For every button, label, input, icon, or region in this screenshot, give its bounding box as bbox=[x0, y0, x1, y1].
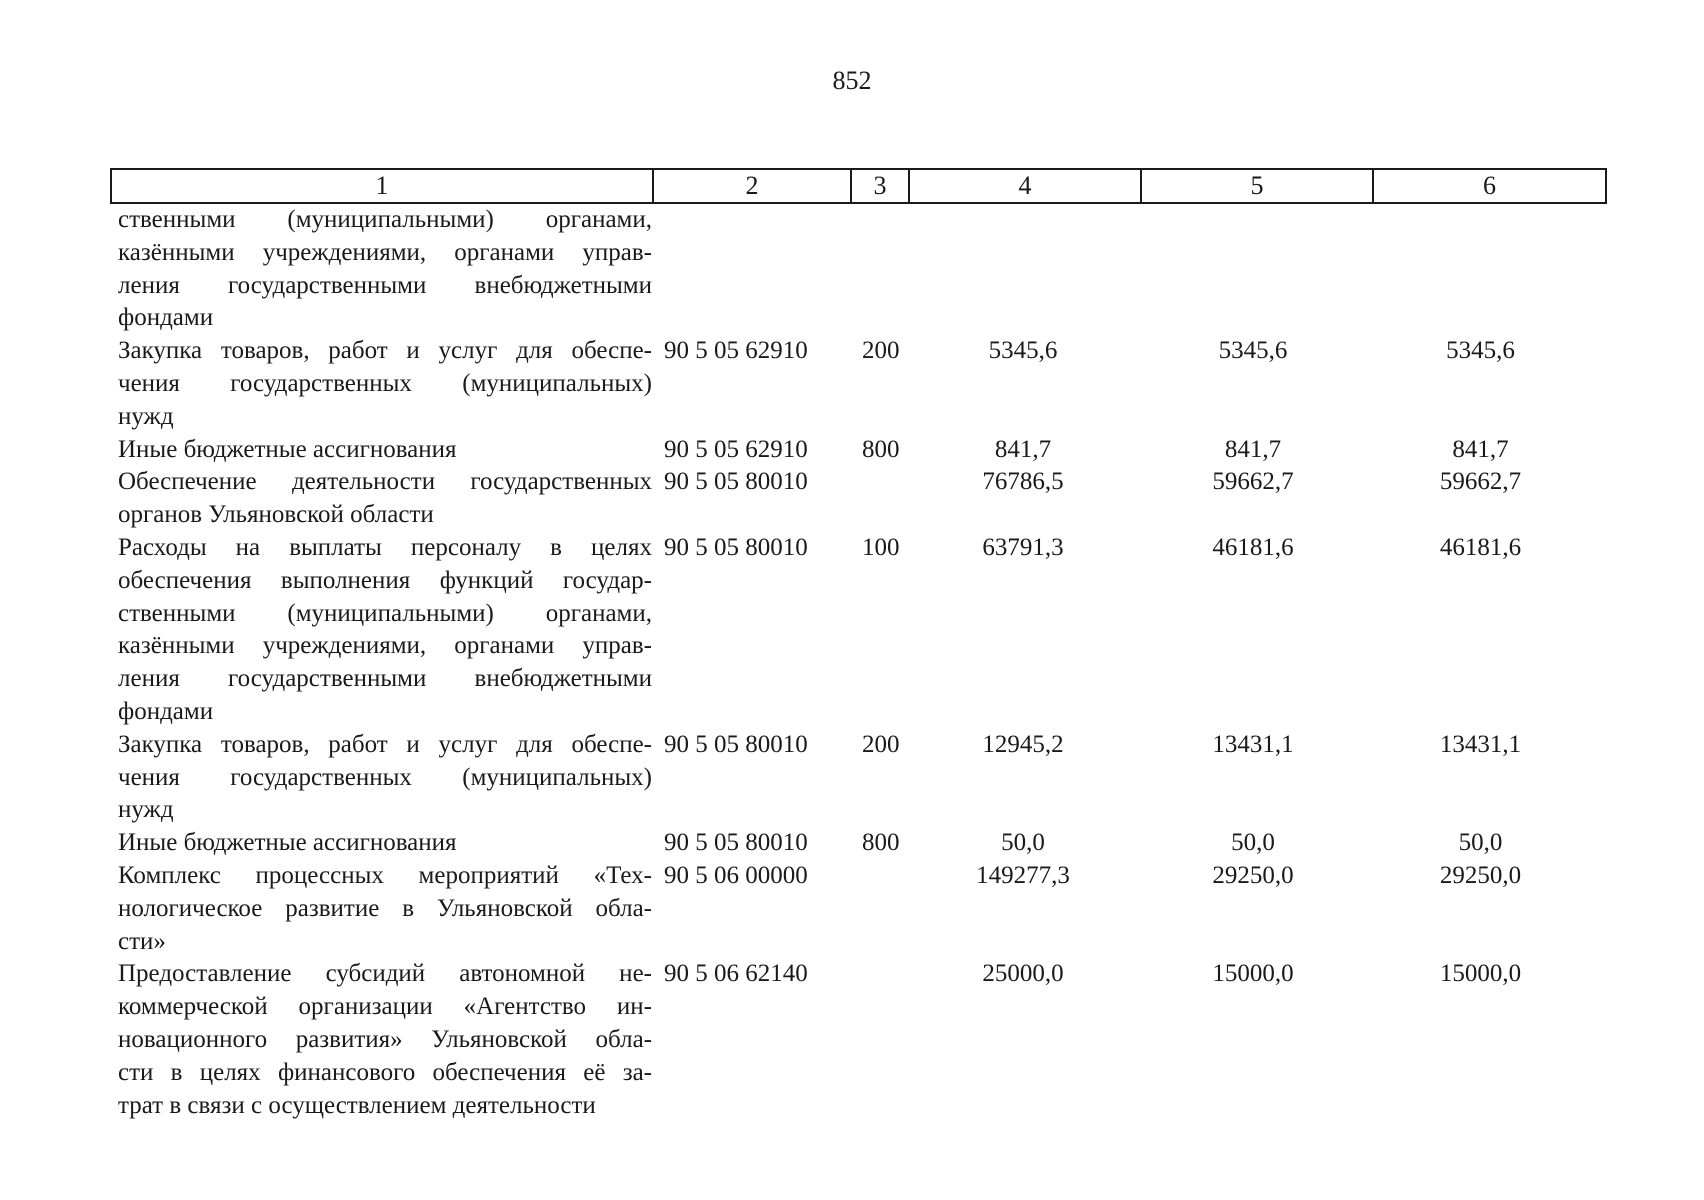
column-header-4: 4 bbox=[909, 169, 1141, 203]
description-line: ственными (муниципальными) органами, bbox=[118, 206, 652, 233]
row-value-col6: 46181,6 bbox=[1439, 533, 1522, 561]
row-description bbox=[110, 532, 652, 729]
description-line: сти» bbox=[118, 927, 166, 955]
row-value-col6: 50,0 bbox=[1458, 829, 1503, 857]
description-line: Расходы на выплаты персоналу в целях bbox=[118, 533, 652, 561]
description-line: Иные бюджетные ассигнования bbox=[118, 829, 457, 857]
table-row bbox=[110, 466, 1605, 532]
description-line: казёнными учреждениями, органами управ- bbox=[118, 632, 652, 660]
row-expense-type: 800 bbox=[862, 435, 900, 463]
row-value-col4: 12945,2 bbox=[982, 730, 1064, 758]
description-line: обеспечения выполнения функций государ- bbox=[118, 566, 652, 594]
table-row bbox=[110, 827, 1605, 860]
description-line: Обеспечение деятельности государственных bbox=[118, 468, 652, 496]
description-line: Предоставление субсидий автономной не- bbox=[118, 960, 652, 988]
row-code: 90 5 05 80010 bbox=[664, 533, 808, 561]
row-value-col6: 841,7 bbox=[1452, 435, 1509, 463]
row-value-col5: 841,7 bbox=[1224, 435, 1282, 463]
row-value-col4: 50,0 bbox=[1001, 829, 1045, 857]
table-row bbox=[110, 335, 1605, 433]
row-value-col4: 76786,5 bbox=[982, 468, 1064, 496]
description-line: Иные бюджетные ассигнования bbox=[118, 435, 457, 463]
row-description bbox=[110, 204, 652, 335]
description-line: нужд bbox=[118, 402, 174, 430]
row-description bbox=[110, 958, 652, 1122]
row-value-col6: 59662,7 bbox=[1439, 468, 1522, 496]
row-value-col4: 63791,3 bbox=[982, 533, 1064, 561]
row-expense-type: 200 bbox=[862, 730, 900, 758]
column-header-1: 1 bbox=[111, 169, 653, 203]
description-line: трат в связи с осуществлением деятельности bbox=[118, 1091, 596, 1119]
description-line: ственными (муниципальными) органами, bbox=[118, 599, 652, 627]
description-line: ления государственными внебюджетными bbox=[118, 665, 652, 693]
row-expense-type: 800 bbox=[862, 829, 900, 857]
row-value-col4: 149277,3 bbox=[976, 861, 1070, 889]
row-value-col4: 841,7 bbox=[994, 435, 1052, 463]
row-expense-type: 200 bbox=[862, 337, 900, 365]
description-line: нологическое развитие в Ульяновской обла- bbox=[118, 894, 652, 922]
row-description bbox=[110, 335, 652, 433]
description-line: Комплекс процессных мероприятий «Тех- bbox=[118, 861, 652, 889]
description-line: коммерческой организации «Агентство ин- bbox=[118, 993, 652, 1021]
row-code: 90 5 05 62910 bbox=[664, 435, 808, 463]
row-value-col6: 29250,0 bbox=[1439, 861, 1522, 889]
description-line: Закупка товаров, работ и услуг для обеспе- bbox=[118, 730, 652, 758]
description-line: сти в целях финансового обеспечения её за- bbox=[118, 1058, 652, 1086]
table-row bbox=[110, 204, 1605, 335]
row-description bbox=[110, 827, 652, 860]
row-code: 90 5 06 00000 bbox=[664, 861, 808, 889]
row-value-col6: 13431,1 bbox=[1439, 730, 1522, 758]
row-value-col6: 5345,6 bbox=[1446, 337, 1515, 365]
row-value-col6: 15000,0 bbox=[1439, 960, 1522, 988]
row-description bbox=[110, 466, 652, 532]
row-value-col5: 29250,0 bbox=[1212, 861, 1294, 889]
description-line: Закупка товаров, работ и услуг для обеспе- bbox=[118, 337, 652, 365]
row-code: 90 5 05 62910 bbox=[664, 337, 808, 365]
row-description bbox=[110, 860, 652, 958]
table-row bbox=[110, 729, 1605, 827]
table-row bbox=[110, 434, 1605, 467]
row-code: 90 5 05 80010 bbox=[664, 730, 808, 758]
page-number: 852 bbox=[832, 66, 872, 95]
row-code: 90 5 05 80010 bbox=[664, 468, 808, 496]
description-line: чения государственных (муниципальных) bbox=[118, 763, 652, 791]
budget-table-body bbox=[110, 204, 1605, 1122]
row-description bbox=[110, 729, 652, 827]
row-description bbox=[110, 434, 652, 467]
table-row bbox=[110, 958, 1605, 1122]
row-value-col4: 25000,0 bbox=[982, 960, 1064, 988]
column-header-table bbox=[110, 168, 1607, 204]
row-expense-type: 100 bbox=[862, 533, 900, 561]
description-line: нужд bbox=[118, 796, 174, 824]
row-value-col4: 5345,6 bbox=[988, 337, 1058, 365]
row-value-col5: 13431,1 bbox=[1212, 730, 1294, 758]
column-header-2: 2 bbox=[653, 169, 851, 203]
row-value-col5: 50,0 bbox=[1231, 829, 1275, 857]
column-header-5: 5 bbox=[1141, 169, 1373, 203]
column-header-row bbox=[111, 169, 1606, 203]
row-value-col5: 46181,6 bbox=[1212, 533, 1294, 561]
description-line: органов Ульяновской области bbox=[118, 501, 434, 529]
description-line: казёнными учреждениями, органами управ- bbox=[118, 238, 652, 266]
description-line: фондами bbox=[118, 697, 214, 725]
row-code: 90 5 06 62140 bbox=[664, 960, 808, 988]
row-code: 90 5 05 80010 bbox=[664, 829, 808, 857]
row-value-col5: 5345,6 bbox=[1218, 337, 1288, 365]
table-row bbox=[110, 860, 1605, 958]
row-value-col5: 59662,7 bbox=[1212, 468, 1294, 496]
description-line: фондами bbox=[118, 304, 214, 332]
column-header-3: 3 bbox=[851, 169, 909, 203]
table-row bbox=[110, 532, 1605, 729]
description-line: новационного развития» Ульяновской обла- bbox=[118, 1025, 652, 1053]
column-header-6: 6 bbox=[1373, 169, 1606, 203]
description-line: ления государственными внебюджетными bbox=[118, 271, 652, 299]
description-line: чения государственных (муниципальных) bbox=[118, 369, 652, 397]
row-value-col5: 15000,0 bbox=[1212, 960, 1294, 988]
